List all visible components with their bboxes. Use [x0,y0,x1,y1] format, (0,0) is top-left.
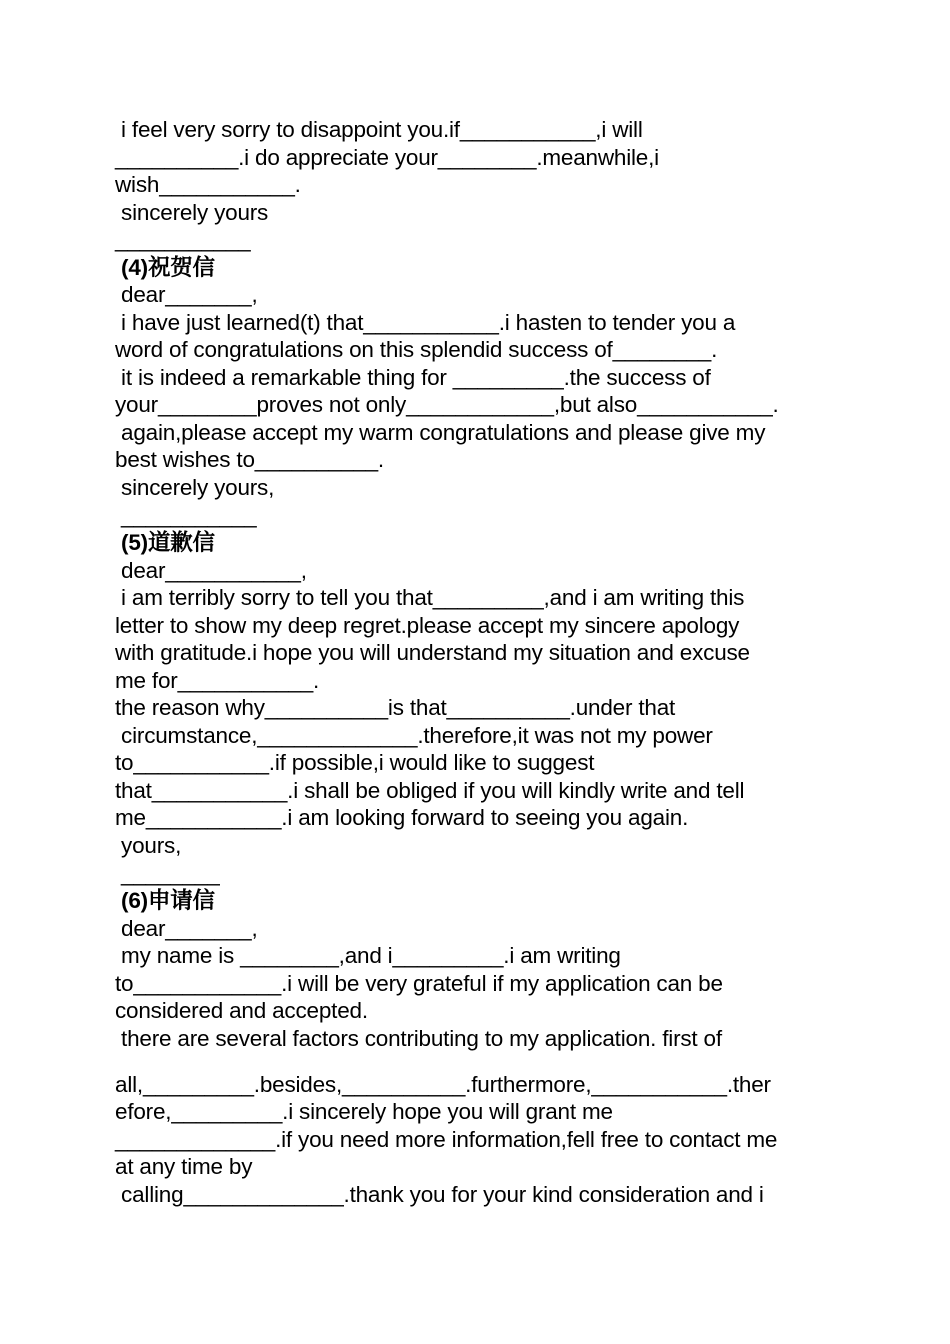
signature-blank: ___________ [115,503,257,528]
signature-blank: ___________ [115,227,251,252]
text-line: again,please accept my warm congratulations and please give my [115,420,766,445]
text-line: with gratitude.i hope you will understand my situation and excuse [115,640,750,665]
text-line: efore,_________.i sincerely hope you will grant me [115,1099,613,1124]
salutation-line: dear_______, [115,282,258,307]
text-line: that___________.i shall be obliged if you will kindly write and tell [115,778,745,803]
closing-line: yours, [115,833,182,858]
closing-line: sincerely yours [115,200,269,225]
text-line: the reason why__________is that__________.under that [115,695,676,720]
text-line: there are several factors contributing to my application. first of [115,1026,722,1051]
text-line: to____________.i will be very grateful if my application can be [115,971,723,996]
text-line: i feel very sorry to disappoint you.if___________,i will [115,117,643,142]
text-line: my name is ________,and i_________.i am writing [115,943,621,968]
section-heading-application: (6)申请信 [115,888,215,913]
text-line: letter to show my deep regret.please accept my sincere apology [115,613,740,638]
text-line: at any time by [115,1154,253,1179]
text-line: wish___________. [115,172,301,197]
salutation-line: dear_______, [115,916,258,941]
section-heading-apology: (5)道歉信 [115,530,215,555]
text-line: your________proves not only____________,but also___________. [115,392,779,417]
text-line: word of congratulations on this splendid success of________. [115,337,718,362]
text-line: me for___________. [115,668,320,693]
text-line: i have just learned(t) that___________.i hasten to tender you a [115,310,736,335]
text-line: best wishes to__________. [115,447,384,472]
text-line: __________.i do appreciate your________.meanwhile,i [115,145,659,170]
salutation-line: dear___________, [115,558,307,583]
signature-blank: ________ [115,861,220,886]
text-line: _____________.if you need more information,fell free to contact me [115,1127,778,1152]
text-line: i am terribly sorry to tell you that_________,and i am writing this [115,585,745,610]
text-line: considered and accepted. [115,998,368,1023]
closing-line: sincerely yours, [115,475,275,500]
section-heading-congratulation: (4)祝贺信 [115,255,215,280]
text-line: to___________.if possible,i would like to suggest [115,750,595,775]
text-line: circumstance,_____________.therefore,it was not my power [115,723,713,748]
text-line: all,_________.besides,__________.furthermore,___________.ther [115,1072,771,1097]
text-line: it is indeed a remarkable thing for _________.the success of [115,365,711,390]
text-line: calling_____________.thank you for your kind consideration and i [115,1182,764,1207]
text-line: me___________.i am looking forward to seeing you again. [115,805,689,830]
